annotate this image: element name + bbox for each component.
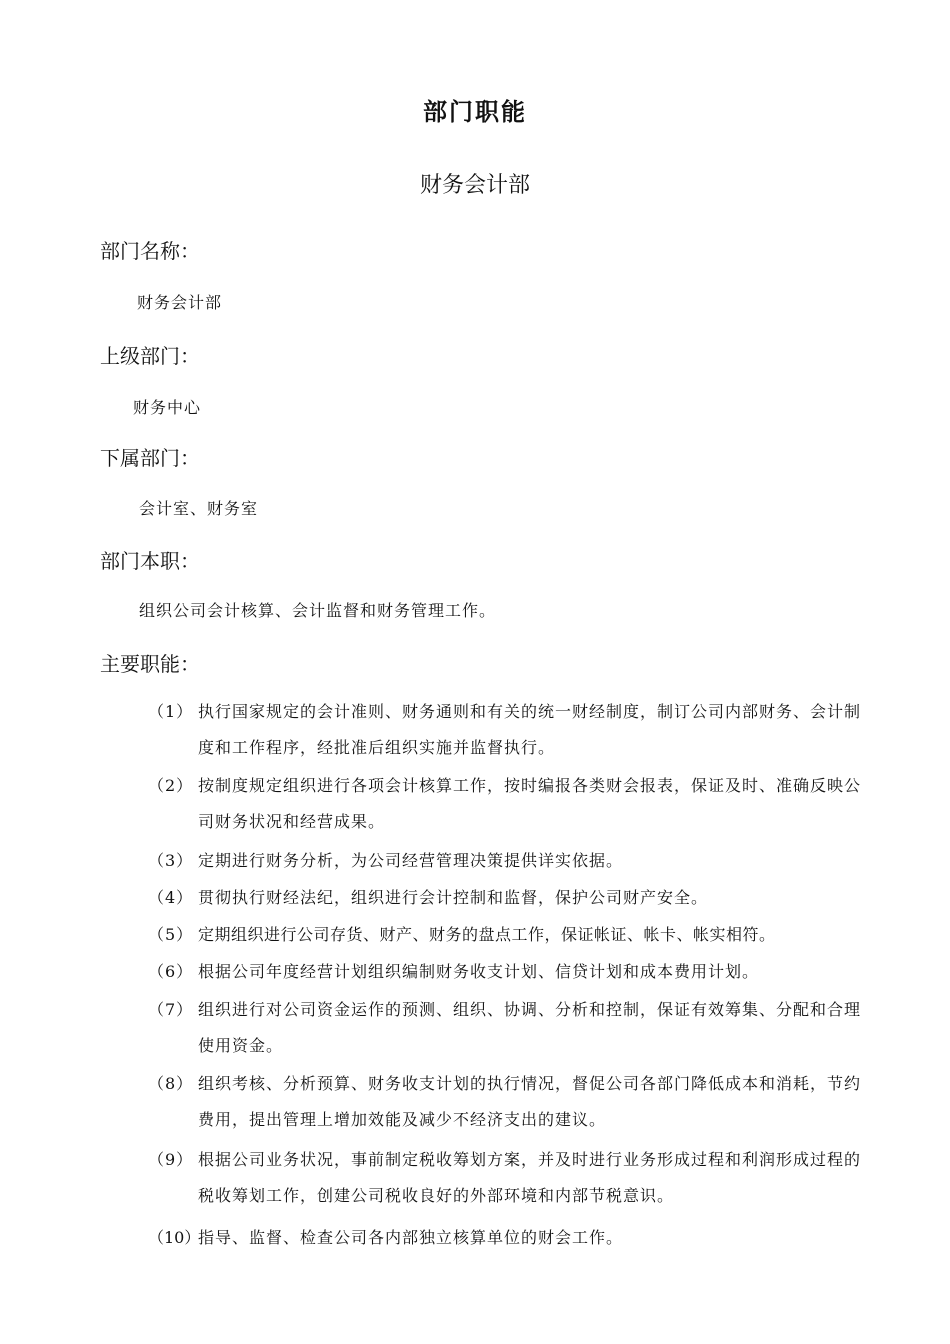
duty-item-10 [148, 1220, 868, 1256]
duty-text: 组织考核、分析预算、财务收支计划的执行情况，督促公司各部门降低成本和消耗，节约费用，提出管理上增加效能及减少不经济支出的建议。 [198, 1074, 862, 1129]
duty-number: （9） [148, 1150, 194, 1169]
section-body-sub-depts: 会计室、财务室 [139, 499, 259, 518]
duty-number: （10） [148, 1228, 201, 1247]
duty-item-4 [148, 880, 868, 916]
duty-number: （5） [148, 925, 194, 944]
duty-text: 根据公司年度经营计划组织编制财务收支计划、信贷计划和成本费用计划。 [198, 962, 760, 981]
section-heading-main-duties: 主要职能： [100, 652, 200, 676]
duty-text: 指导、监督、检查公司各内部独立核算单位的财会工作。 [198, 1228, 624, 1247]
section-body-parent-dept: 财务中心 [133, 398, 202, 417]
section-body-dept-name: 财务会计部 [137, 293, 223, 312]
duty-text: 贯彻执行财经法纪，组织进行会计控制和监督，保护公司财产安全。 [198, 888, 709, 907]
duty-text: 按制度规定组织进行各项会计核算工作，按时编报各类财会报表，保证及时、准确反映公司财务状况和经营成果。 [198, 776, 862, 831]
duty-item-5 [148, 917, 878, 953]
document-title: 部门职能 [423, 98, 527, 126]
duty-item-1 [148, 694, 868, 766]
section-heading-sub-depts: 下属部门： [100, 446, 200, 470]
duty-item-7 [148, 992, 868, 1064]
section-heading-core-duty: 部门本职： [100, 549, 200, 573]
duty-item-9 [148, 1142, 868, 1214]
duty-number: （8） [148, 1074, 194, 1093]
duty-text: 定期进行财务分析，为公司经营管理决策提供详实依据。 [198, 851, 624, 870]
document-subtitle: 财务会计部 [419, 173, 530, 198]
duty-number: （6） [148, 962, 194, 981]
section-body-core-duty: 组织公司会计核算、会计监督和财务管理工作。 [139, 601, 497, 620]
duty-text: 执行国家规定的会计准则、财务通则和有关的统一财经制度，制订公司内部财务、会计制度和工作程序，经批准后组织实施并监督执行。 [198, 702, 862, 757]
duty-text: 组织进行对公司资金运作的预测、组织、协调、分析和控制，保证有效筹集、分配和合理使用资金。 [198, 1000, 862, 1055]
duty-number: （2） [148, 776, 194, 795]
section-heading-dept-name: 部门名称： [100, 239, 200, 263]
duty-number: （7） [148, 1000, 194, 1019]
duty-text: 定期组织进行公司存货、财产、财务的盘点工作，保证帐证、帐卡、帐实相符。 [198, 925, 776, 944]
duty-number: （3） [148, 851, 194, 870]
duty-number: （4） [148, 888, 194, 907]
duty-item-6 [148, 954, 868, 990]
duty-item-3 [148, 843, 868, 879]
duty-item-2 [148, 768, 868, 840]
duty-item-8 [148, 1066, 868, 1138]
duty-text: 根据公司业务状况，事前制定税收筹划方案，并及时进行业务形成过程和利润形成过程的税收筹划工作，创建公司税收良好的外部环境和内部节税意识。 [198, 1150, 862, 1205]
duty-number: （1） [148, 702, 194, 721]
section-heading-parent-dept: 上级部门： [100, 344, 200, 368]
